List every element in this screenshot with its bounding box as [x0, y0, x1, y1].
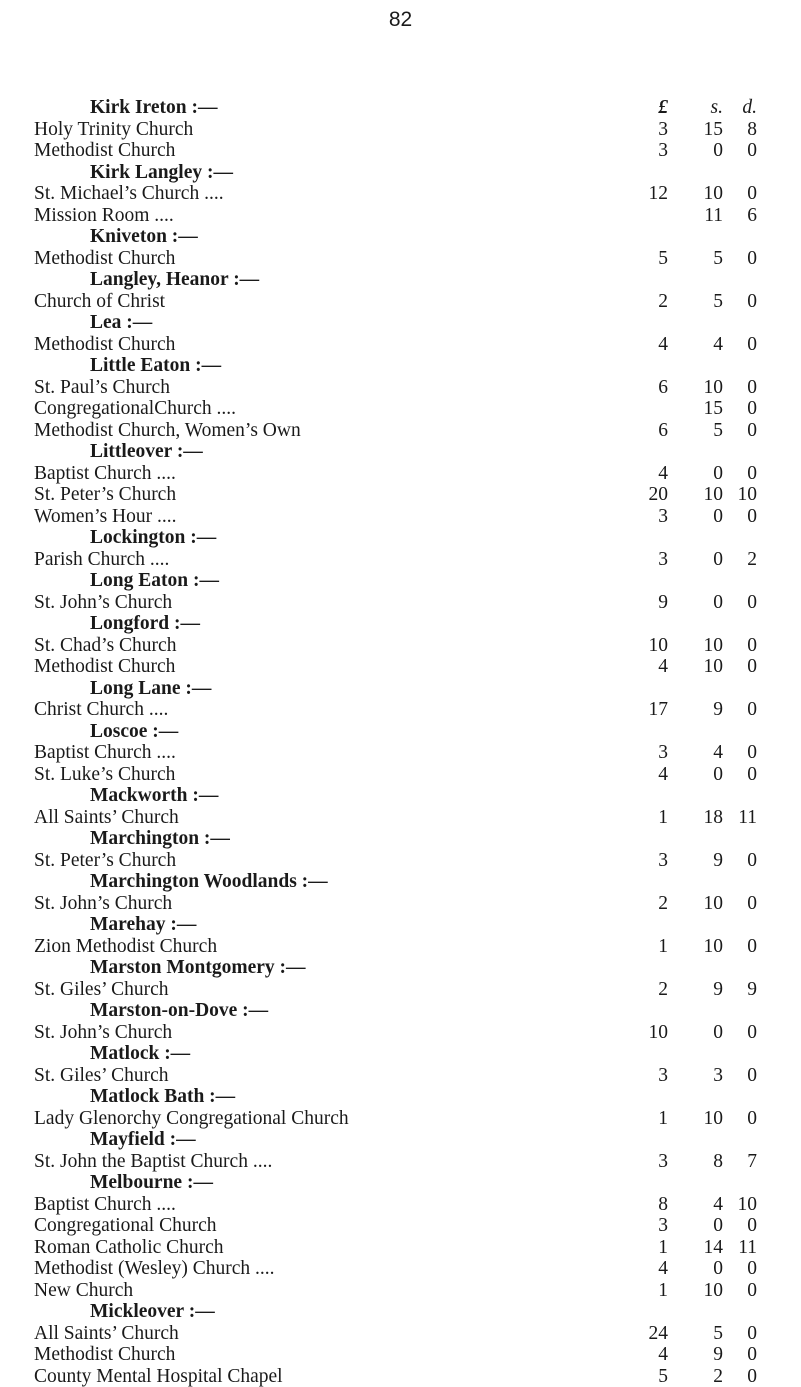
- shillings-value: 9: [683, 1344, 723, 1366]
- pence-header: d.: [717, 97, 757, 119]
- entry-label: Baptist Church ....: [34, 463, 176, 485]
- pence-value: 0: [717, 656, 757, 678]
- shillings-value: 0: [683, 592, 723, 614]
- shillings-value: 10: [683, 1108, 723, 1130]
- entry-label: New Church: [34, 1280, 133, 1302]
- entry-row: [0, 893, 801, 915]
- shillings-value: 9: [683, 699, 723, 721]
- shillings-value: 0: [683, 140, 723, 162]
- pounds-value: 5: [628, 1366, 668, 1387]
- entry-row: [0, 1366, 801, 1387]
- entry-label: Holy Trinity Church: [34, 119, 193, 141]
- entry-row: [0, 656, 801, 678]
- entry-row: [0, 549, 801, 571]
- shillings-value: 0: [683, 1258, 723, 1280]
- heading-text: Matlock :—: [90, 1043, 190, 1065]
- heading-text: Mickleover :—: [90, 1301, 215, 1323]
- heading-text: Lockington :—: [90, 527, 216, 549]
- shillings-value: 9: [683, 979, 723, 1001]
- entry-label: St. Peter’s Church: [34, 850, 176, 872]
- pence-value: 11: [717, 1237, 757, 1259]
- entry-label: County Mental Hospital Chapel: [34, 1366, 283, 1387]
- section-heading: [0, 1129, 801, 1151]
- pence-value: 0: [717, 1280, 757, 1302]
- entry-row: [0, 1108, 801, 1130]
- section-heading: [0, 570, 801, 592]
- section-heading: [0, 678, 801, 700]
- entry-row: [0, 506, 801, 528]
- pounds-value: 10: [628, 635, 668, 657]
- heading-text: Little Eaton :—: [90, 355, 221, 377]
- entry-label: St. Chad’s Church: [34, 635, 176, 657]
- pounds-value: 6: [628, 420, 668, 442]
- shillings-value: 10: [683, 893, 723, 915]
- entry-row: [0, 1194, 801, 1216]
- section-heading: [0, 828, 801, 850]
- pounds-value: 2: [628, 291, 668, 313]
- pence-value: 0: [717, 420, 757, 442]
- entry-row: [0, 807, 801, 829]
- section-heading: [0, 914, 801, 936]
- pounds-value: 5: [628, 248, 668, 270]
- entry-row: [0, 334, 801, 356]
- page-number: 82: [0, 8, 801, 32]
- entry-row: [0, 635, 801, 657]
- pounds-value: 1: [628, 1280, 668, 1302]
- heading-text: Long Eaton :—: [90, 570, 219, 592]
- heading-text: Marchington :—: [90, 828, 230, 850]
- shillings-value: 10: [683, 1280, 723, 1302]
- shillings-value: 0: [683, 1215, 723, 1237]
- pounds-value: 4: [628, 334, 668, 356]
- entry-label: All Saints’ Church: [34, 807, 179, 829]
- pounds-value: 3: [628, 549, 668, 571]
- entry-row: [0, 140, 801, 162]
- pounds-value: 20: [628, 484, 668, 506]
- pounds-value: 3: [628, 506, 668, 528]
- pounds-value: 17: [628, 699, 668, 721]
- entry-label: Methodist Church: [34, 334, 175, 356]
- section-heading: [0, 721, 801, 743]
- pence-value: 0: [717, 1065, 757, 1087]
- pence-value: 11: [717, 807, 757, 829]
- section-heading: [0, 162, 801, 184]
- shillings-value: 5: [683, 420, 723, 442]
- heading-text: Kirk Langley :—: [90, 162, 233, 184]
- heading-text: Marston-on-Dove :—: [90, 1000, 268, 1022]
- pence-value: 7: [717, 1151, 757, 1173]
- section-heading: [0, 1000, 801, 1022]
- section-heading: [0, 1086, 801, 1108]
- pence-value: 0: [717, 183, 757, 205]
- pounds-value: 1: [628, 936, 668, 958]
- entry-row: [0, 1065, 801, 1087]
- entry-label: St. Giles’ Church: [34, 979, 169, 1001]
- entry-label: Christ Church ....: [34, 699, 168, 721]
- pence-value: 0: [717, 334, 757, 356]
- entry-label: St. John’s Church: [34, 893, 172, 915]
- pounds-value: 1: [628, 1237, 668, 1259]
- entry-row: [0, 205, 801, 227]
- section-heading: [0, 226, 801, 248]
- shillings-value: 15: [683, 398, 723, 420]
- heading-text: Melbourne :—: [90, 1172, 213, 1194]
- pounds-value: 3: [628, 850, 668, 872]
- pence-value: 6: [717, 205, 757, 227]
- entry-row: [0, 699, 801, 721]
- pence-value: 0: [717, 764, 757, 786]
- pence-value: 0: [717, 1022, 757, 1044]
- pounds-value: 9: [628, 592, 668, 614]
- entry-row: [0, 850, 801, 872]
- pence-value: 0: [717, 1215, 757, 1237]
- pounds-value: 12: [628, 183, 668, 205]
- entry-label: All Saints’ Church: [34, 1323, 179, 1345]
- shillings-value: 9: [683, 850, 723, 872]
- shillings-value: 8: [683, 1151, 723, 1173]
- pence-value: 0: [717, 140, 757, 162]
- entry-label: St. John’s Church: [34, 592, 172, 614]
- entry-label: Zion Methodist Church: [34, 936, 217, 958]
- pence-value: 0: [717, 893, 757, 915]
- heading-text: Kirk Ireton :—: [90, 97, 217, 119]
- entry-label: CongregationalChurch ....: [34, 398, 236, 420]
- section-heading: [0, 97, 801, 119]
- heading-text: Marchington Woodlands :—: [90, 871, 328, 893]
- entry-label: Mission Room ....: [34, 205, 174, 227]
- shillings-value: 4: [683, 334, 723, 356]
- pounds-value: 1: [628, 1108, 668, 1130]
- pence-value: 0: [717, 1344, 757, 1366]
- section-heading: [0, 269, 801, 291]
- pence-value: 0: [717, 1366, 757, 1387]
- pence-value: 0: [717, 699, 757, 721]
- entry-label: Methodist Church: [34, 1344, 175, 1366]
- entry-label: Congregational Church: [34, 1215, 217, 1237]
- pence-value: 0: [717, 1323, 757, 1345]
- entry-row: [0, 484, 801, 506]
- pounds-value: 4: [628, 463, 668, 485]
- entry-row: [0, 979, 801, 1001]
- heading-text: Mackworth :—: [90, 785, 218, 807]
- heading-text: Kniveton :—: [90, 226, 198, 248]
- shillings-value: 14: [683, 1237, 723, 1259]
- entry-label: Methodist Church: [34, 248, 175, 270]
- pounds-value: 24: [628, 1323, 668, 1345]
- entry-row: [0, 119, 801, 141]
- pounds-value: 4: [628, 1344, 668, 1366]
- entry-label: Roman Catholic Church: [34, 1237, 224, 1259]
- shillings-value: 0: [683, 764, 723, 786]
- entry-row: [0, 1323, 801, 1345]
- entry-row: [0, 1022, 801, 1044]
- heading-text: Loscoe :—: [90, 721, 178, 743]
- entry-row: [0, 291, 801, 313]
- heading-text: Langley, Heanor :—: [90, 269, 259, 291]
- entry-row: [0, 1237, 801, 1259]
- pence-value: 0: [717, 377, 757, 399]
- pounds-value: 4: [628, 656, 668, 678]
- section-heading: [0, 355, 801, 377]
- entry-row: [0, 1258, 801, 1280]
- entry-row: [0, 592, 801, 614]
- shillings-value: 18: [683, 807, 723, 829]
- entry-row: [0, 1344, 801, 1366]
- pence-value: 2: [717, 549, 757, 571]
- pounds-value: 3: [628, 1065, 668, 1087]
- entry-label: St. Peter’s Church: [34, 484, 176, 506]
- entry-row: [0, 1215, 801, 1237]
- pence-value: 0: [717, 592, 757, 614]
- shillings-value: 11: [683, 205, 723, 227]
- pence-value: 10: [717, 1194, 757, 1216]
- shillings-value: 4: [683, 742, 723, 764]
- pence-value: 0: [717, 936, 757, 958]
- pounds-value: 3: [628, 140, 668, 162]
- section-heading: [0, 957, 801, 979]
- pence-value: 9: [717, 979, 757, 1001]
- entry-label: Methodist (Wesley) Church ....: [34, 1258, 275, 1280]
- pence-value: 0: [717, 850, 757, 872]
- entry-label: Baptist Church ....: [34, 742, 176, 764]
- pounds-value: 4: [628, 764, 668, 786]
- heading-text: Mayfield :—: [90, 1129, 196, 1151]
- section-heading: [0, 613, 801, 635]
- pence-value: 0: [717, 1258, 757, 1280]
- shillings-value: 2: [683, 1366, 723, 1387]
- heading-text: Littleover :—: [90, 441, 203, 463]
- pounds-value: 3: [628, 742, 668, 764]
- section-heading: [0, 1043, 801, 1065]
- pence-value: 0: [717, 463, 757, 485]
- section-heading: [0, 527, 801, 549]
- pounds-value: 3: [628, 1151, 668, 1173]
- section-heading: [0, 312, 801, 334]
- entry-label: St. Michael’s Church ....: [34, 183, 224, 205]
- entry-row: [0, 764, 801, 786]
- entry-row: [0, 420, 801, 442]
- shillings-value: 10: [683, 484, 723, 506]
- pence-value: 0: [717, 635, 757, 657]
- shillings-value: 5: [683, 291, 723, 313]
- heading-text: Longford :—: [90, 613, 200, 635]
- heading-text: Lea :—: [90, 312, 152, 334]
- shillings-value: 0: [683, 506, 723, 528]
- pounds-value: 8: [628, 1194, 668, 1216]
- pounds-value: 1: [628, 807, 668, 829]
- pounds-value: 2: [628, 979, 668, 1001]
- entry-row: [0, 1280, 801, 1302]
- shillings-value: 10: [683, 635, 723, 657]
- heading-text: Long Lane :—: [90, 678, 211, 700]
- subscriptions-list: [0, 97, 801, 1387]
- section-heading: [0, 1172, 801, 1194]
- shillings-value: 10: [683, 936, 723, 958]
- shillings-value: 0: [683, 463, 723, 485]
- heading-text: Marehay :—: [90, 914, 196, 936]
- pounds-value: 2: [628, 893, 668, 915]
- pence-value: 0: [717, 248, 757, 270]
- entry-row: [0, 936, 801, 958]
- pence-value: 0: [717, 291, 757, 313]
- entry-label: St. Giles’ Church: [34, 1065, 169, 1087]
- shillings-header: s.: [683, 97, 723, 119]
- pounds-value: 10: [628, 1022, 668, 1044]
- pence-value: 8: [717, 119, 757, 141]
- shillings-value: 4: [683, 1194, 723, 1216]
- entry-label: Methodist Church: [34, 656, 175, 678]
- pounds-value: 6: [628, 377, 668, 399]
- entry-label: Baptist Church ....: [34, 1194, 176, 1216]
- pounds-value: 4: [628, 1258, 668, 1280]
- pounds-header: £: [628, 97, 668, 119]
- entry-row: [0, 742, 801, 764]
- shillings-value: 0: [683, 549, 723, 571]
- entry-row: [0, 463, 801, 485]
- section-heading: [0, 785, 801, 807]
- shillings-value: 10: [683, 656, 723, 678]
- entry-label: Methodist Church, Women’s Own: [34, 420, 301, 442]
- section-heading: [0, 441, 801, 463]
- shillings-value: 5: [683, 248, 723, 270]
- entry-label: St. John the Baptist Church ....: [34, 1151, 272, 1173]
- pence-value: 0: [717, 742, 757, 764]
- pounds-value: 3: [628, 1215, 668, 1237]
- entry-row: [0, 377, 801, 399]
- pence-value: 0: [717, 398, 757, 420]
- shillings-value: 5: [683, 1323, 723, 1345]
- entry-row: [0, 398, 801, 420]
- entry-label: Church of Christ: [34, 291, 165, 313]
- section-heading: [0, 1301, 801, 1323]
- pence-value: 10: [717, 484, 757, 506]
- pounds-value: 3: [628, 119, 668, 141]
- heading-text: Matlock Bath :—: [90, 1086, 235, 1108]
- shillings-value: 15: [683, 119, 723, 141]
- shillings-value: 10: [683, 377, 723, 399]
- entry-row: [0, 1151, 801, 1173]
- shillings-value: 3: [683, 1065, 723, 1087]
- shillings-value: 0: [683, 1022, 723, 1044]
- entry-label: St. John’s Church: [34, 1022, 172, 1044]
- pence-value: 0: [717, 506, 757, 528]
- entry-label: St. Paul’s Church: [34, 377, 170, 399]
- heading-text: Marston Montgomery :—: [90, 957, 306, 979]
- entry-label: Parish Church ....: [34, 549, 169, 571]
- entry-label: St. Luke’s Church: [34, 764, 175, 786]
- entry-row: [0, 183, 801, 205]
- entry-row: [0, 248, 801, 270]
- pence-value: 0: [717, 1108, 757, 1130]
- shillings-value: 10: [683, 183, 723, 205]
- entry-label: Methodist Church: [34, 140, 175, 162]
- entry-label: Lady Glenorchy Congregational Church: [34, 1108, 349, 1130]
- section-heading: [0, 871, 801, 893]
- entry-label: Women’s Hour ....: [34, 506, 177, 528]
